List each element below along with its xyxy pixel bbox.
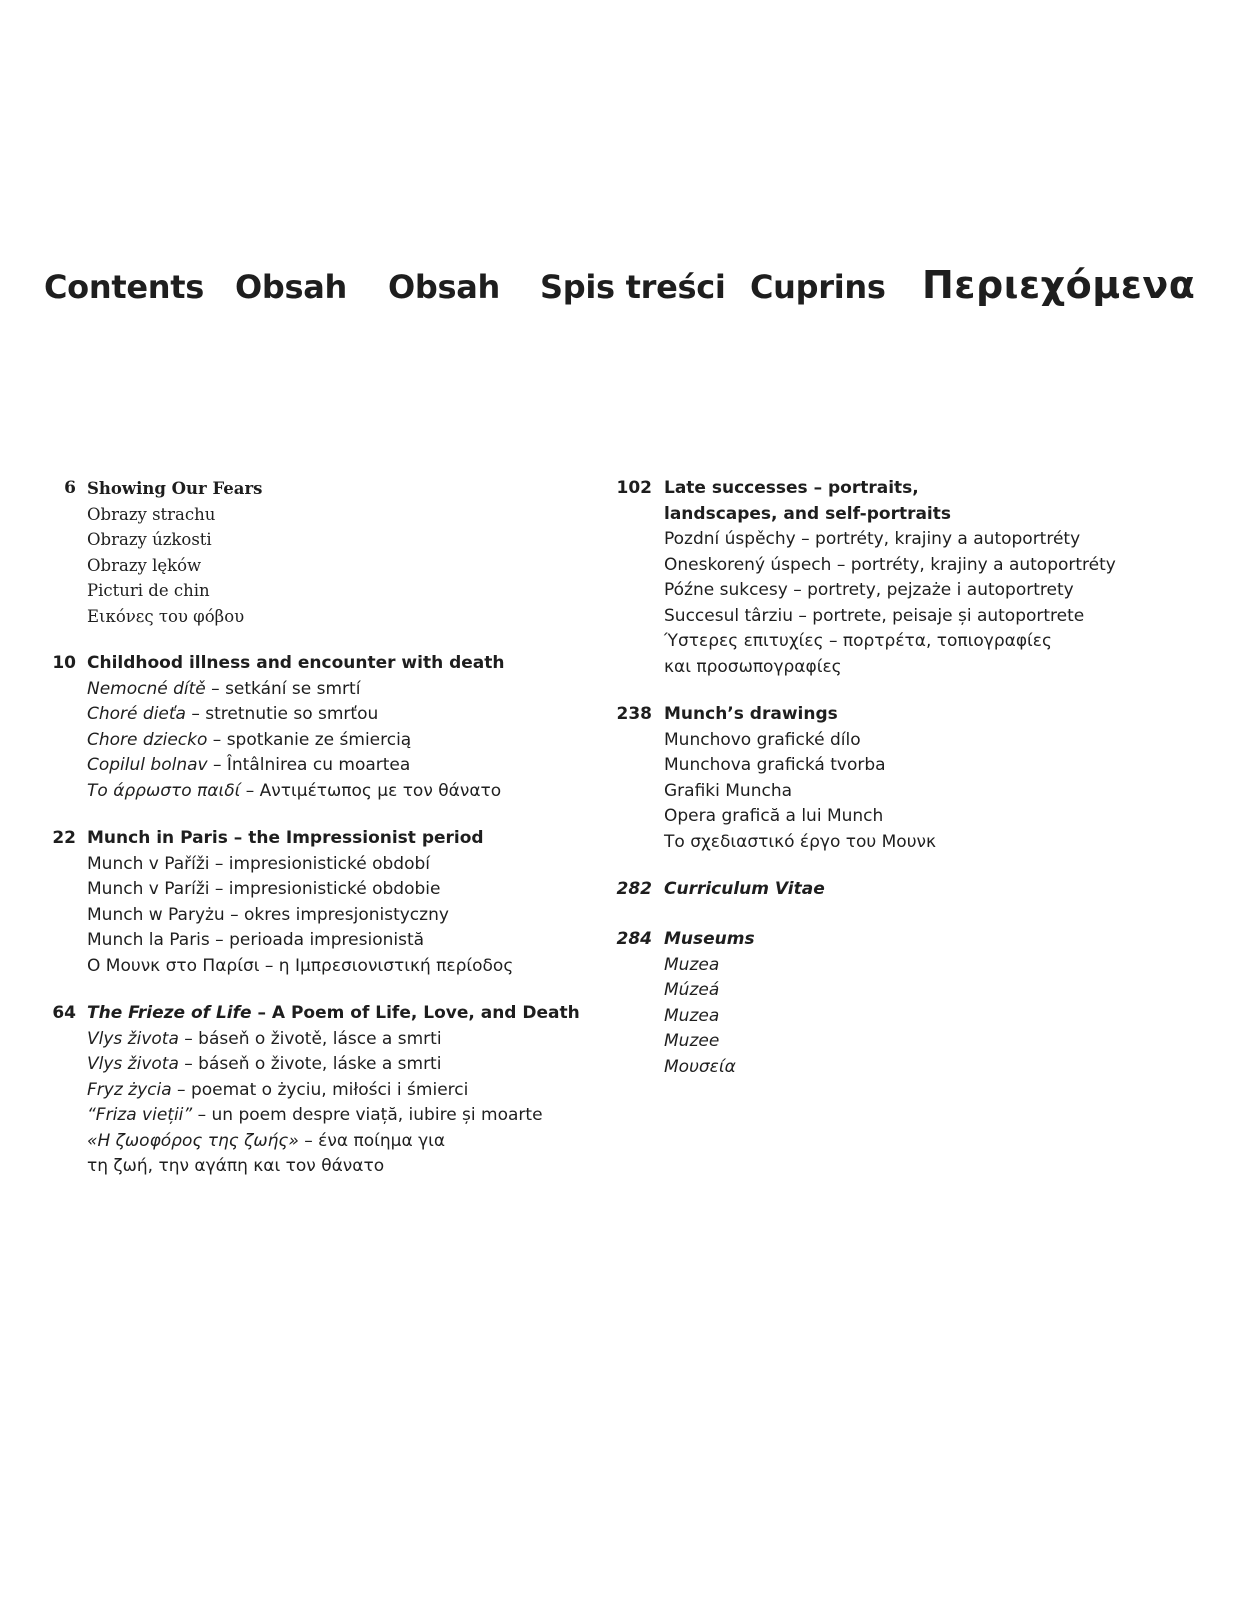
entry-line: Munchovo grafické dílo (664, 729, 861, 750)
title-czech: Obsah (235, 268, 348, 306)
contents-titles (0, 262, 1250, 312)
page-number: 10 (52, 653, 76, 673)
entry-line: τη ζωή, την αγάπη και τον θάνατο (87, 1156, 385, 1176)
entry-line: “Friza vieții” – un poem despre viață, iubire și moarte (87, 1105, 543, 1125)
entry-line: Εικόνες του φόβου (87, 606, 245, 626)
entry-line: Choré dieťa – stretnutie so smrťou (87, 704, 379, 724)
entry-line: Oneskorený úspech – portréty, krajiny a autoportréty (664, 554, 1116, 575)
entry-line: και προσωπογραφίες (664, 656, 842, 677)
entry-line: Ύστερες επιτυχίες – πορτρέτα, τοπιογραφίες (664, 631, 1052, 651)
entry-line: Copilul bolnav – Întâlnirea cu moartea (87, 755, 411, 775)
entry-line: Munch w Paryżu – okres impresjonistyczny (87, 904, 449, 925)
entry-line: Munchova grafická tvorba (664, 755, 886, 775)
entry-line: Opera grafică a lui Munch (664, 806, 884, 826)
entry-line: Obrazy lęków (87, 555, 202, 575)
entry-heading: Museums (664, 929, 755, 949)
entry-line: Nemocné dítě – setkání se smrtí (87, 678, 361, 699)
entry-line: Fryz życia – poemat o życiu, miłości i śmierci (87, 1079, 469, 1100)
page-number: 6 (64, 478, 76, 498)
entry-heading: Curriculum Vitae (664, 879, 825, 899)
entry-line: Ο Μουνκ στο Παρίσι – η Ιμπρεσιονιστική περίοδος (87, 955, 514, 976)
entry-line: Muzea (664, 954, 720, 975)
entry-line: Chore dziecko – spotkanie ze śmiercią (87, 729, 412, 750)
entry-line: Munch v Paríži – impresionistické obdobie (87, 879, 441, 899)
entry-heading: Munch in Paris – the Impressionist period (87, 828, 484, 848)
title-greek: Περιεχόμενα (922, 263, 1196, 307)
page-number: 284 (616, 929, 652, 949)
title-english: Contents (44, 268, 204, 306)
entry-line: Μουσεία (664, 1056, 736, 1077)
entry-heading: The Frieze of Life – A Poem of Life, Love, and Death (87, 1003, 580, 1023)
title-polish: Spis treści (540, 268, 726, 306)
entry-line: Vlys života – báseň o životě, lásce a smrti (87, 1028, 442, 1049)
entry-line: Muzee (664, 1031, 720, 1051)
entry-line: «Η ζωοφόρος της ζωής» – ένα ποίημα για (87, 1130, 446, 1151)
entry-line: Το άρρωστο παιδί – Αντιμέτωπος με τον θάνατο (87, 780, 502, 801)
page-number: 64 (52, 1003, 76, 1023)
entry-line: Obrazy strachu (87, 504, 216, 524)
page-number: 102 (616, 478, 652, 498)
entry-line: Vlys života – báseň o živote, láske a smrti (87, 1054, 442, 1074)
entry-line: Munch v Paříži – impresionistické období (87, 853, 430, 874)
entry-line: Pozdní úspěchy – portréty, krajiny a autoportréty (664, 529, 1081, 549)
entry-heading: Late successes – portraits, (664, 478, 919, 498)
entry-heading: Munch’s drawings (664, 704, 838, 724)
entry-line: Succesul târziu – portrete, peisaje și autoportrete (664, 605, 1085, 626)
entry-line: Muzea (664, 1005, 720, 1026)
entry-line: Obrazy úzkosti (87, 530, 212, 549)
entry-heading: Showing Our Fears (87, 479, 263, 498)
entry-line: Munch la Paris – perioada impresionistă (87, 930, 425, 950)
entry-line: Múzeá (664, 980, 720, 1000)
entry-heading: Childhood illness and encounter with death (87, 653, 505, 673)
entry-line: Grafiki Muncha (664, 780, 793, 801)
title-romanian: Cuprins (750, 268, 886, 306)
entry-heading: landscapes, and self-portraits (664, 503, 952, 524)
page-number: 22 (52, 828, 76, 848)
page-number: 282 (616, 879, 652, 899)
entry-line: Późne sukcesy – portrety, pejzaże i autoportrety (664, 580, 1074, 600)
entry-line: Picturi de chin (87, 581, 210, 600)
title-slovak: Obsah (388, 268, 501, 306)
entry-line: Το σχεδιαστικό έργο του Μουνκ (664, 831, 937, 852)
page-number: 238 (616, 704, 652, 724)
